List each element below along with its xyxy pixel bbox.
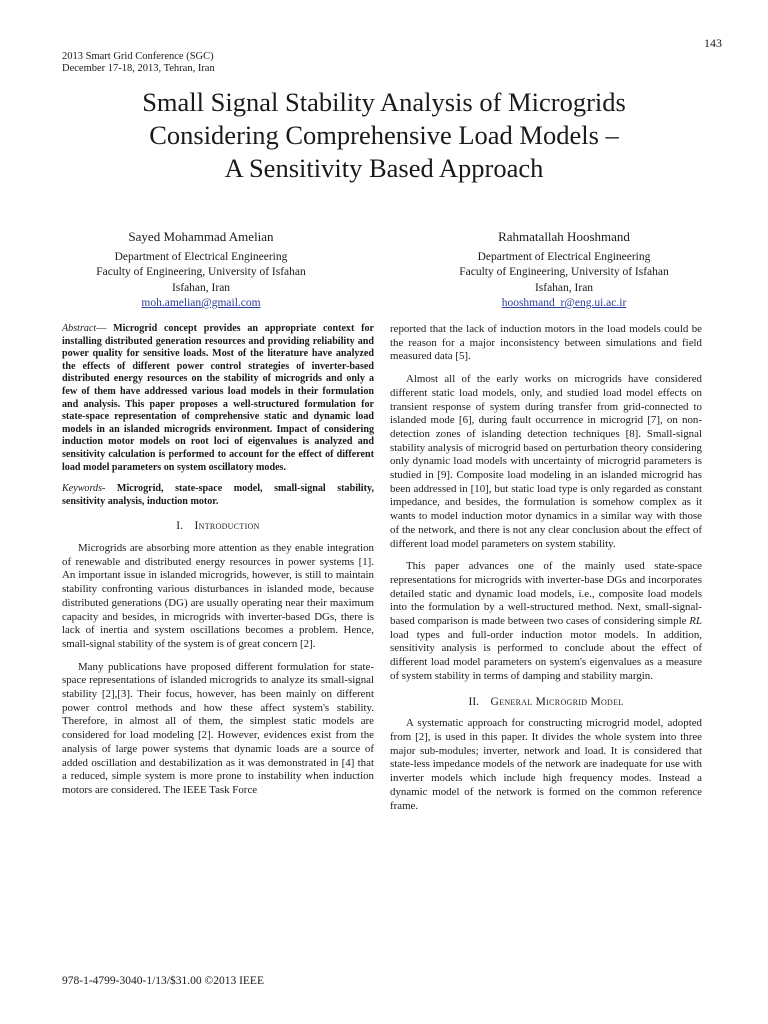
- copyright-footer: 978-1-4799-3040-1/13/$31.00 ©2013 IEEE: [62, 975, 264, 987]
- paragraph-text: This paper advances one of the mainly used state-space representations for microgrids with inverter-base DGs and incorporates detailed static and dynamic load models, i.e., composite load models into the formulation by a well-structured method. Next, small-signal-based comparison is made between two cases of considering simple: [390, 560, 702, 628]
- title-line-1: Small Signal Stability Analysis of Microgrids: [142, 87, 626, 117]
- body-paragraph: A systematic approach for constructing microgrid model, adopted from [2], is used in this paper. It divides the whole system into three major sub-modules; inverter, network and load. It is considered that state-less impedance models of the network are inadequate for use with inverter models which include high frequency modes. Instead a dynamic model of the network is formed on the common reference frame.: [390, 717, 702, 812]
- author-email-link[interactable]: hooshmand_r@eng.ui.ac.ir: [501, 297, 627, 309]
- section-number: I.: [176, 520, 183, 533]
- author-department: Department of Electrical Engineering: [477, 250, 651, 263]
- section-title: General Microgrid Model: [490, 695, 624, 708]
- author-faculty: Faculty of Engineering, University of Isfahan: [96, 266, 306, 278]
- section-heading-general-model: [390, 696, 702, 710]
- abstract-text: Microgrid concept provides an appropriate context for installing distributed generation resources and providing reliability and power quality for sensitive loads. Most of the literature have analyzed the effects of different power control strategies of inverter-based distributed energy resources on the stability of microgrids and only a few of them have addressed various load models in their formulation and analysis. This paper proposes a well-structured formulation for state-space representation of comprehensive static and dynamic load models in an islanded microgrids environment. Impact of considering induction motor models on root loci of eigenvalues is analyzed and sensitivity calculation is performed to account for the effect of different load model parameters on system oscillatory modes.: [62, 323, 374, 473]
- abstract-lead: Abstract: [62, 323, 97, 334]
- body-paragraph: Microgrids are absorbing more attention as they enable integration of renewable and distributed energy resources in power systems [1]. An important issue in islanded microgrids, however, is still to maintain stability confronting various disturbances in islanded mode, because distributed generations (DG) are usually operating near their maximum capacity and besides, in microgrids with inverter-based DGs, there is lack of inertia and system oscillations becomes a problem. Hence, small-signal stability of the system is of great concern [2].: [62, 542, 374, 650]
- left-column: [62, 323, 374, 807]
- author-city: Isfahan, Iran: [171, 281, 231, 294]
- keywords-text: Microgrid, state-space model, small-signal stability, sensitivity analysis, induction motor.: [62, 483, 374, 507]
- keywords: [62, 483, 374, 508]
- author-name: Rahmatallah Hooshmand: [498, 229, 630, 244]
- abstract-separator: —: [96, 323, 114, 334]
- keywords-lead: Keywords: [62, 483, 103, 495]
- page-number: 143: [704, 36, 722, 50]
- title-line-3: A Sensitivity Based Approach: [224, 153, 544, 183]
- body-paragraph: [390, 560, 702, 683]
- abstract: [62, 323, 374, 474]
- section-heading-introduction: [62, 520, 374, 534]
- author-city: Isfahan, Iran: [534, 281, 594, 294]
- section-title: Introduction: [194, 520, 260, 533]
- section-number: II.: [468, 695, 480, 708]
- title-line-2: Considering Comprehensive Load Models –: [149, 120, 619, 150]
- paragraph-text: load types and full-order induction motor models. In addition, sensitivity analysis is performed to conclude about the effect of different load model parameters on system's eigenvalues as a measure of system stability in terms of damping and stability margin.: [390, 628, 702, 682]
- paper-title: [60, 86, 708, 185]
- author-block: [36, 229, 366, 312]
- body-paragraph: reported that the lack of induction motors in the load models could be the reason for a major inconsistency between simulations and field measured data [5].: [390, 323, 702, 363]
- author-email-link[interactable]: moh.amelian@gmail.com: [141, 297, 261, 309]
- keywords-separator: -: [102, 483, 117, 495]
- conference-dates: December 17-18, 2013, Tehran, Iran: [62, 63, 215, 74]
- conference-name: 2013 Smart Grid Conference (SGC): [62, 51, 214, 62]
- author-faculty: Faculty of Engineering, University of Isfahan: [459, 266, 669, 278]
- body-paragraph: Almost all of the early works on microgrids have considered different static load models, only, and studied load model effects on transient response of system during transfer from grid-connected to islanded mode [6], during fault occurrence in microgrid [7], on non-detection zones of islanding detection techniques [8]. Small-signal stability analysis of microgrid based on perturbation theory considering only dynamic load models with uncertainty of microgrid parameters is studied in [9]. Composite load modeling in an islanded microgrid has been addressed in [10], but static load type is only regarded as constant impedance, and besides, the formulation is somehow complex as it wants to model induction motor dynamics in a similar way with those of the network, and there is not any clear conclusion about the effect of different load model parameters on system stability.: [390, 373, 702, 550]
- emphasis-text: RL: [689, 615, 702, 628]
- body-paragraph: Many publications have proposed different formulation for state-space representations of islanded microgrids to analyze its small-signal stability [2],[3]. Their focus, however, has been mainly on different power control methods and how these affect system's stability. Therefore, in almost all of them, the simplest static models are considered for load modeling [2]. However, evidences exist from the analysis of large power systems that dynamic loads are a source of added oscillation and destabilization as it was demonstrated in [4] that a reduced, simple system is more prone to instability when induction motors are considered. The IEEE Task Force: [62, 660, 374, 796]
- author-name: Sayed Mohammad Amelian: [128, 229, 274, 244]
- author-department: Department of Electrical Engineering: [114, 250, 288, 263]
- conference-header: [62, 51, 215, 75]
- author-block: [399, 229, 729, 312]
- right-column: [390, 323, 702, 822]
